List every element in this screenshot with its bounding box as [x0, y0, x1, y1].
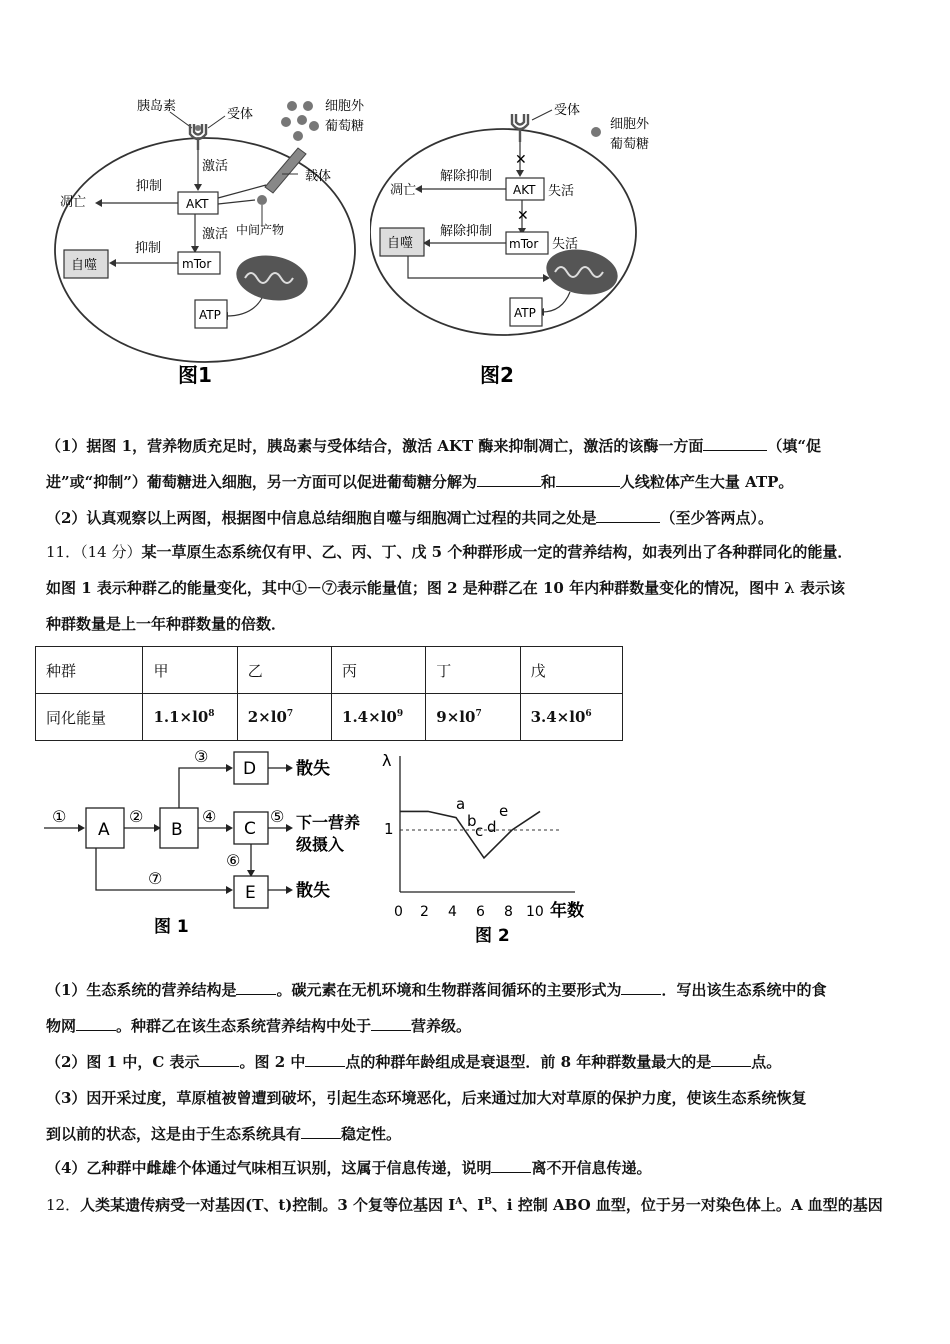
value-exp: 8 [208, 709, 215, 719]
answer-blank[interactable] [556, 472, 620, 487]
y-tick-1: 1 [384, 820, 394, 838]
value-exp: 6 [585, 709, 592, 719]
glucose-dots-icon [281, 101, 319, 141]
cell-figure-1 [40, 92, 370, 392]
x-tick: 0 [394, 904, 403, 920]
receptor-label-2: 受体 [554, 103, 581, 118]
q12-text-c: 、i 控制 ABO 血型，位于另一对染色体上。A 血型的基因 [491, 1196, 883, 1214]
table-cell [332, 694, 426, 741]
answer-blank[interactable] [305, 1052, 345, 1067]
receptor-icon-2 [512, 114, 528, 142]
glucose-label-2: 葡萄糖 [325, 119, 365, 134]
box-c: C [244, 819, 256, 839]
q11-number: 11．（14 分） [46, 543, 142, 561]
q10-p2b: （至少答两点）。 [660, 509, 773, 527]
cell-figure-2 [370, 92, 670, 392]
circled-4: ④ [202, 807, 217, 826]
answer-blank[interactable] [236, 980, 276, 995]
q11-q2d: 点。 [751, 1053, 782, 1071]
energy-table [35, 646, 623, 741]
table-cell [143, 694, 237, 741]
circled-1: ① [52, 807, 67, 826]
q12-sup-a: A [455, 1197, 463, 1207]
q12-text-a: 人类某遗传病受一对基因(T、t)控制。3 个复等位基因 I [80, 1196, 456, 1214]
value-base: 3.4×l0 [530, 708, 586, 726]
q11-q1e: 。种群乙在该生态系统营养结构中处于 [116, 1017, 372, 1035]
value-exp: 7 [475, 709, 482, 719]
q12-number: 12． [46, 1196, 81, 1214]
apoptosis-label: 凋亡 [60, 195, 87, 210]
table-row-label: 同化能量 [36, 694, 143, 741]
q11-q1b: 。碳元素在无机环境和生物群落间循环的主要形式为 [276, 981, 622, 999]
q11-q1c: ．写出该生态系统中的食 [661, 981, 827, 999]
q11-q4a: （4）乙种群中雌雄个体通过气味相互识别，这属于信息传递，说明 [46, 1159, 492, 1177]
energy-flow-figure [44, 746, 384, 946]
q11-q2a: （2）图 1 中，C 表示 [46, 1053, 200, 1071]
table-cell [426, 694, 520, 741]
answer-blank[interactable] [621, 980, 661, 995]
q10-p2a: （2）认真观察以上两图，根据图中信息总结细胞自噬与细胞凋亡过程的共同之处是 [46, 509, 597, 527]
circled-7: ⑦ [148, 869, 163, 888]
answer-blank[interactable] [301, 1124, 341, 1139]
mtor-box: mTor [182, 257, 212, 271]
circled-5: ⑤ [270, 807, 285, 826]
q12-text-b: 、I [462, 1196, 485, 1214]
q11-sub1-line1 [46, 980, 912, 1000]
next-level-label-2: 级摄入 [296, 835, 345, 854]
mitochondrion-icon [233, 250, 312, 306]
box-b: B [171, 820, 183, 840]
value-base: 1.4×l0 [342, 708, 397, 726]
q10-part1-line1 [46, 436, 912, 456]
block-mark-icon-2: ✕ [517, 208, 529, 224]
answer-blank[interactable] [477, 472, 541, 487]
inhibit-label-2: 抑制 [135, 241, 162, 256]
box-d: D [243, 759, 257, 779]
answer-blank[interactable] [703, 436, 767, 451]
q10-p1-text: （1）据图 1，营养物质充足时，胰岛素与受体结合，激活 AKT 酶来抑制凋亡，激活的该酶一方面 [46, 437, 704, 455]
q11-q4b: 离不开信息传递。 [531, 1159, 652, 1177]
q10-p1-tail: （填“促 [767, 437, 822, 455]
answer-blank[interactable] [596, 508, 660, 523]
lambda-chart [370, 752, 610, 952]
q10-p1-line2b: 和 [540, 473, 556, 491]
point-label-d: d [487, 818, 497, 836]
table-cell [237, 694, 331, 741]
q11-q3b: 到以前的状态，这是由于生态系统具有 [46, 1125, 302, 1143]
x-tick: 10 [526, 904, 544, 920]
q11-sub3-line2 [46, 1124, 912, 1144]
q11-sub4 [46, 1158, 912, 1178]
q10-p1-line2a: 进”或“抑制”）葡萄糖进入细胞，另一方面可以促进葡萄糖分解为 [46, 473, 477, 491]
q11-sub3-line1: （3）因开采过度，草原植被曾遭到破坏，引起生态环境恶化，后来通过加大对草原的保护力度，使该生态系统恢复 [46, 1089, 807, 1107]
intermediate-label: 中间产物 [236, 223, 285, 237]
q11-line2: 如图 1 表示种群乙的能量变化，其中①－⑦表示能量值；图 2 是种群乙在 10 年内种群数量变化的情况，图中 λ 表示该 [46, 579, 846, 597]
akt-box-2: AKT [513, 183, 536, 197]
autophagy-box: 自噬 [71, 258, 98, 273]
table-header-cell: 乙 [237, 647, 331, 694]
x-tick: 2 [420, 904, 429, 920]
receptor-label: 受体 [227, 107, 254, 122]
table-header-row [36, 647, 623, 694]
q11-line3: 种群数量是上一年种群数量的倍数． [46, 615, 287, 633]
glucose-label-1: 细胞外 [325, 99, 365, 114]
q10-part2 [46, 508, 912, 528]
box-a: A [98, 820, 110, 840]
point-label-b: b [467, 812, 477, 830]
q11-q1a: （1）生态系统的营养结构是 [46, 981, 237, 999]
figure-1-caption: 图1 [178, 363, 212, 387]
autophagy-box-2: 自噬 [387, 236, 414, 251]
atp-box-2: ATP [514, 306, 536, 320]
q11-line1-text: 某一草原生态系统仅有甲、乙、丙、丁、戊 5 个种群形成一定的营养结构，如表列出了各种群同化的能量． [141, 543, 853, 561]
block-mark-icon: ✕ [515, 152, 527, 168]
circled-6: ⑥ [226, 851, 241, 870]
q11-sub1-line2 [46, 1016, 912, 1036]
answer-blank[interactable] [76, 1016, 116, 1031]
table-cell [520, 694, 622, 741]
inactive-label-2: 失活 [552, 237, 579, 252]
apoptosis-label-2: 凋亡 [390, 183, 417, 198]
q10-part1-line2 [46, 472, 912, 492]
atp-box: ATP [199, 308, 221, 322]
carrier-label: 载体 [305, 169, 332, 184]
answer-blank[interactable] [199, 1052, 239, 1067]
point-label-a: a [456, 795, 466, 813]
x-tick: 8 [504, 904, 513, 920]
q11-line1 [46, 542, 912, 562]
glucose-label-2b: 葡萄糖 [610, 137, 650, 152]
value-exp: 7 [286, 709, 294, 719]
q11-q1d: 物网 [46, 1017, 77, 1035]
table-row [36, 694, 623, 741]
circled-3: ③ [194, 747, 209, 766]
relieve-label-1: 解除抑制 [440, 169, 493, 184]
glucose-dot-icon [591, 127, 601, 137]
q11-q2c: 点的种群年龄组成是衰退型．前 8 年种群数量最大的是 [345, 1053, 712, 1071]
value-base: 1.1×l0 [153, 708, 209, 726]
table-header-cell: 种群 [36, 647, 143, 694]
answer-blank[interactable] [491, 1158, 531, 1173]
y-axis-label: λ [382, 752, 392, 770]
answer-blank[interactable] [371, 1016, 411, 1031]
akt-box: AKT [186, 197, 209, 211]
q11-q2b: 。图 2 中 [239, 1053, 306, 1071]
lambda-chart-caption: 图 2 [475, 926, 510, 946]
table-header-cell: 戊 [520, 647, 622, 694]
loss-label-1: 散失 [296, 759, 330, 779]
insulin-label: 胰岛素 [137, 99, 177, 114]
table-header-cell: 甲 [143, 647, 237, 694]
inactive-label-1: 失活 [548, 184, 575, 199]
energy-figure-caption: 图 1 [154, 917, 189, 937]
figure-2-caption: 图2 [480, 363, 514, 387]
loss-label-2: 散失 [296, 881, 330, 901]
x-tick: 4 [448, 904, 457, 920]
q11-q3c: 稳定性。 [341, 1125, 402, 1143]
value-base: 2×l0 [247, 708, 287, 726]
activate-label-2: 激活 [202, 227, 229, 242]
value-base: 9×l0 [436, 708, 476, 726]
table-header-cell: 丙 [332, 647, 426, 694]
q11-q1f: 营养级。 [411, 1017, 472, 1035]
inhibit-label-1: 抑制 [136, 179, 163, 194]
x-axis-unit: 年数 [550, 901, 584, 921]
relieve-label-2: 解除抑制 [440, 224, 493, 239]
circled-2: ② [129, 807, 144, 826]
table-header-cell: 丁 [426, 647, 520, 694]
point-label-e: e [499, 802, 509, 820]
mtor-box-2: mTor [509, 237, 539, 251]
point-label-c: c [475, 822, 484, 840]
q11-sub2 [46, 1052, 912, 1072]
q10-p1-line2c: 人线粒体产生大量 ATP。 [619, 473, 794, 491]
mitochondrion-icon-2 [543, 244, 622, 300]
activate-label-1: 激活 [202, 159, 229, 174]
next-level-label-1: 下一营养 [296, 813, 361, 832]
q12-sup-b: B [484, 1197, 492, 1207]
value-exp: 9 [396, 709, 404, 719]
q12-line1 [46, 1192, 912, 1215]
answer-blank[interactable] [711, 1052, 751, 1067]
x-tick: 6 [476, 904, 485, 920]
glucose-label-2a: 细胞外 [610, 117, 650, 132]
box-e: E [245, 883, 256, 903]
